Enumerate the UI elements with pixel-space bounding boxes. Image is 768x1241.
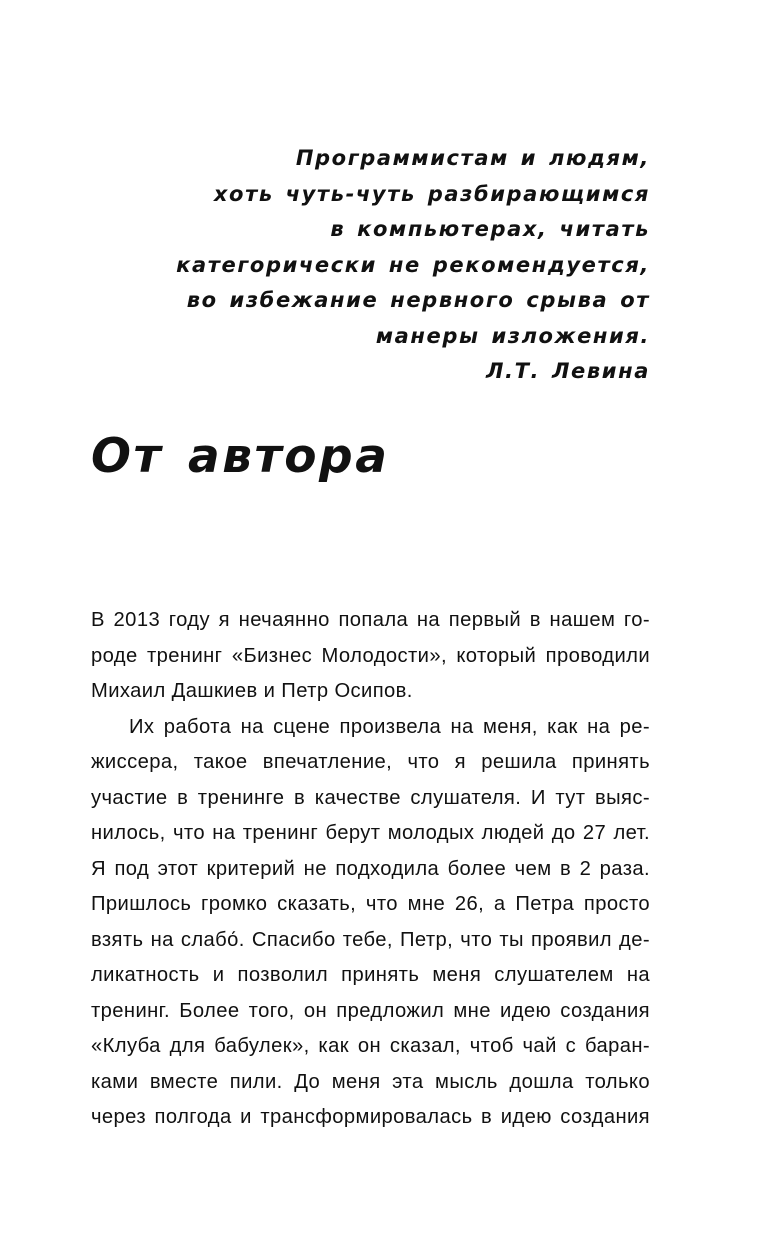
epigraph-line: Программистам и людям, (295, 146, 650, 170)
body-line: Я под этот критерий не подходила более чем в 2 раза. (91, 857, 650, 880)
epigraph-line: хоть чуть-чуть разбирающимся (213, 181, 650, 206)
body-line: жиссера, такое впечатление, что я решила принять (91, 751, 650, 773)
body-line: через полгода и трансформировалась в идею создания (91, 1106, 650, 1128)
epigraph-author: Л.Т. Левина (485, 359, 650, 383)
epigraph (130, 141, 650, 390)
body-line: взять на слабо́. Спасибо тебе, Петр, что ты проявил де- (91, 928, 650, 951)
body-line: ками вместе пили. До меня эта мысль дошла только (91, 1070, 650, 1093)
epigraph-line: манеры изложения. (375, 323, 650, 348)
body-line: Михаил Дашкиев и Петр Осипов. (91, 680, 413, 702)
body-line: Их работа на сцене произвела на меня, как на ре- (129, 715, 650, 738)
body-line: участие в тренинге в качестве слушателя. И тут выяс- (91, 786, 650, 809)
body-line: роде тренинг «Бизнес Молодости», который проводили (91, 644, 650, 667)
body-text (91, 603, 650, 1136)
epigraph-line: во избежание нервного срыва от (186, 288, 650, 312)
body-line: ликатность и позволил принять меня слушателем на (91, 964, 650, 986)
body-line: нилось, что на тренинг берут молодых людей до 27 лет. (91, 822, 650, 844)
epigraph-line: категорически не рекомендуется, (176, 252, 650, 277)
chapter-title: От автора (91, 429, 390, 484)
body-line: В 2013 году я нечаянно попала на первый в нашем го- (91, 609, 650, 631)
body-line: «Клуба для бабулек», как он сказал, чтоб чай с баран- (91, 1035, 650, 1057)
epigraph-line: в компьютерах, читать (330, 217, 650, 241)
body-line: Пришлось громко сказать, что мне 26, а Петра просто (91, 893, 650, 915)
body-line: тренинг. Более того, он предложил мне идею создания (91, 999, 650, 1022)
